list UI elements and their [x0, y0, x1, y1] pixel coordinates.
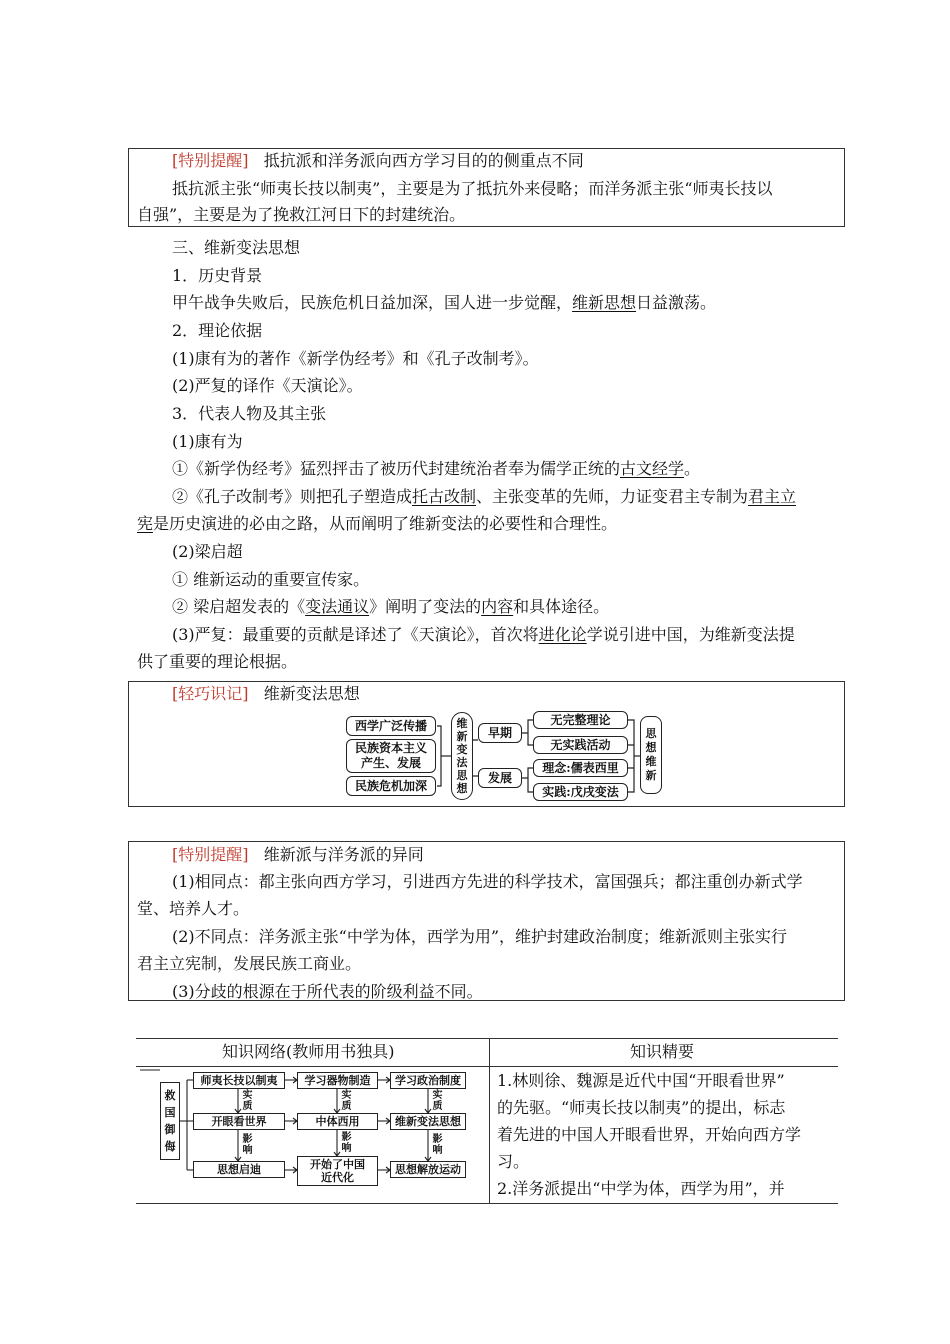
network-label-yingxiang-3: 影响: [432, 1134, 443, 1156]
s2-item-b: (2)严复的译作《天演论》。: [172, 376, 363, 395]
essentials-line4: 习。: [497, 1152, 530, 1171]
memo-develop: 发展: [478, 768, 522, 788]
tip2-title: 维新派与洋务派的异同: [263, 845, 424, 864]
memo-tag: [轻巧识记]: [172, 684, 249, 703]
tip1-line1: 抵抗派主张“师夷长技以制夷”，主要是为了抵抗外来侵略；而洋务派主张“师夷长技以: [172, 179, 773, 198]
network-r2c1: 开眼看世界: [193, 1113, 285, 1130]
liang-point1: ① 维新运动的重要宣传家。: [172, 570, 370, 589]
kang-heading: (1)康有为: [172, 432, 243, 451]
s1-text-b: 日益激荡。: [636, 293, 717, 312]
memo-r2: 无实践活动: [533, 736, 628, 754]
l2-underline1: 变法通议: [305, 597, 370, 616]
l2-a: ② 梁启超发表的《: [172, 597, 306, 616]
tip1-line2: 自强”，主要是为了挽救江河日下的封建统治。: [137, 205, 466, 224]
yan-underline: 进化论: [538, 625, 587, 644]
network-r1c2: 学习器物制造: [297, 1072, 378, 1089]
network-label-shizhi-3: 实质: [432, 1090, 443, 1112]
k2-a: ②《孔子改制考》则把孔子塑造成: [172, 487, 413, 506]
essentials-line1: 1.林则徐、魏源是近代中国“开眼看世界”: [497, 1071, 785, 1090]
memo-right-label: 思想维新: [645, 727, 657, 782]
l2-b: 》阐明了变法的: [369, 597, 482, 616]
k2-underline1: 托古改制: [412, 487, 477, 506]
s2-item-a: (1)康有为的著作《新学伪经考》和《孔子改制考》。: [172, 349, 539, 368]
tip2-p1a: (1)相同点：都主张向西方学习，引进西方先进的科学技术，富国强兵；都注重创办新式学: [172, 872, 803, 891]
memo-left-2: 民族资本主义产生、发展: [346, 739, 436, 773]
k1-b: 。: [684, 459, 701, 478]
s3-heading: 3．代表人物及其主张: [172, 404, 327, 423]
table-header-network: 知识网络(教师用书独具): [222, 1042, 395, 1061]
tip2-p2a: (2)不同点：洋务派主张“中学为体，西学为用”，维护封建政治制度；维新派则主张实行: [172, 927, 788, 946]
essentials-line3: 着先进的中国人开眼看世界，开始向西方学: [497, 1125, 802, 1144]
network-label-yingxiang-1: 影响: [242, 1134, 253, 1156]
network-r2c3: 维新变法思想: [390, 1113, 466, 1130]
network-r3c1: 思想启迪: [193, 1161, 285, 1178]
memo-r3: 理念:儒表西里: [533, 759, 628, 777]
memo-title: 维新变法思想: [263, 684, 360, 703]
k1-underline: 古文经学: [620, 459, 685, 478]
memo-center-label: 维新变法思想: [456, 717, 468, 795]
s1-heading: 1．历史背景: [172, 266, 263, 285]
essentials-line5: 2.洋务派提出“中学为体，西学为用”，并: [497, 1179, 785, 1198]
section3-heading: 三、维新变法思想: [172, 238, 301, 257]
yan-b: 学说引进中国，为维新变法提: [586, 625, 795, 644]
network-r1c1: 师夷长技以制夷: [193, 1072, 285, 1089]
s2-heading: 2．理论依据: [172, 321, 263, 340]
s1-text-a: 甲午战争失败后，民族危机日益加深，国人进一步觉醒，: [172, 293, 573, 312]
network-label-shizhi-1: 实质: [242, 1090, 253, 1112]
l2-underline2: 内容: [481, 597, 514, 616]
k2-c: 是历史演进的必由之路，从而阐明了维新变法的必要性和合理性。: [153, 514, 618, 533]
tip2-p3: (3)分歧的根源在于所代表的阶级利益不同。: [172, 982, 483, 1001]
l2-c: 和具体途径。: [513, 597, 610, 616]
table-header-essentials: 知识精要: [630, 1042, 695, 1061]
network-left: [160, 1082, 180, 1160]
network-left-label: 救国御侮: [164, 1089, 176, 1153]
network-r1c3: 学习政治制度: [390, 1072, 466, 1089]
yan-a: (3)严复：最重要的贡献是译述了《天演论》，首次将: [172, 625, 539, 644]
k2-underline3: 宪: [137, 514, 154, 533]
k1-a: ①《新学伪经考》猛烈抨击了被历代封建统治者奉为儒学正统的: [172, 459, 621, 478]
tip2-tag: [特别提醒]: [172, 845, 249, 864]
network-r3c2: 开始了中国近代化: [297, 1156, 378, 1186]
tip2-p2b: 君主立宪制，发展民族工商业。: [137, 954, 362, 973]
memo-left-1: 西学广泛传播: [346, 716, 436, 736]
memo-r4: 实践:戊戌变法: [533, 783, 628, 801]
tip1-title: 抵抗派和洋务派向西方学习目的的侧重点不同: [263, 151, 584, 170]
network-label-yingxiang-2: 影响: [341, 1132, 352, 1154]
memo-r1: 无完整理论: [533, 711, 628, 729]
essentials-line2: 的先驱。“师夷长技以制夷”的提出，标志: [497, 1098, 786, 1117]
yan-line2: 供了重要的理论根据。: [137, 652, 298, 671]
s1-underline: 维新思想: [572, 293, 637, 312]
network-label-shizhi-2: 实质: [341, 1090, 352, 1112]
memo-left-3: 民族危机加深: [346, 776, 436, 796]
network-r2c2: 中体西用: [297, 1113, 378, 1130]
k2-underline2: 君主立: [748, 487, 797, 506]
tip1-tag: [特别提醒]: [172, 151, 249, 170]
tip2-p1b: 堂、培养人才。: [137, 899, 250, 918]
network-r3c3: 思想解放运动: [390, 1161, 466, 1178]
memo-early: 早期: [478, 723, 522, 743]
k2-b: 、主张变革的先师，力证变君主专制为: [476, 487, 749, 506]
liang-heading: (2)梁启超: [172, 542, 243, 561]
